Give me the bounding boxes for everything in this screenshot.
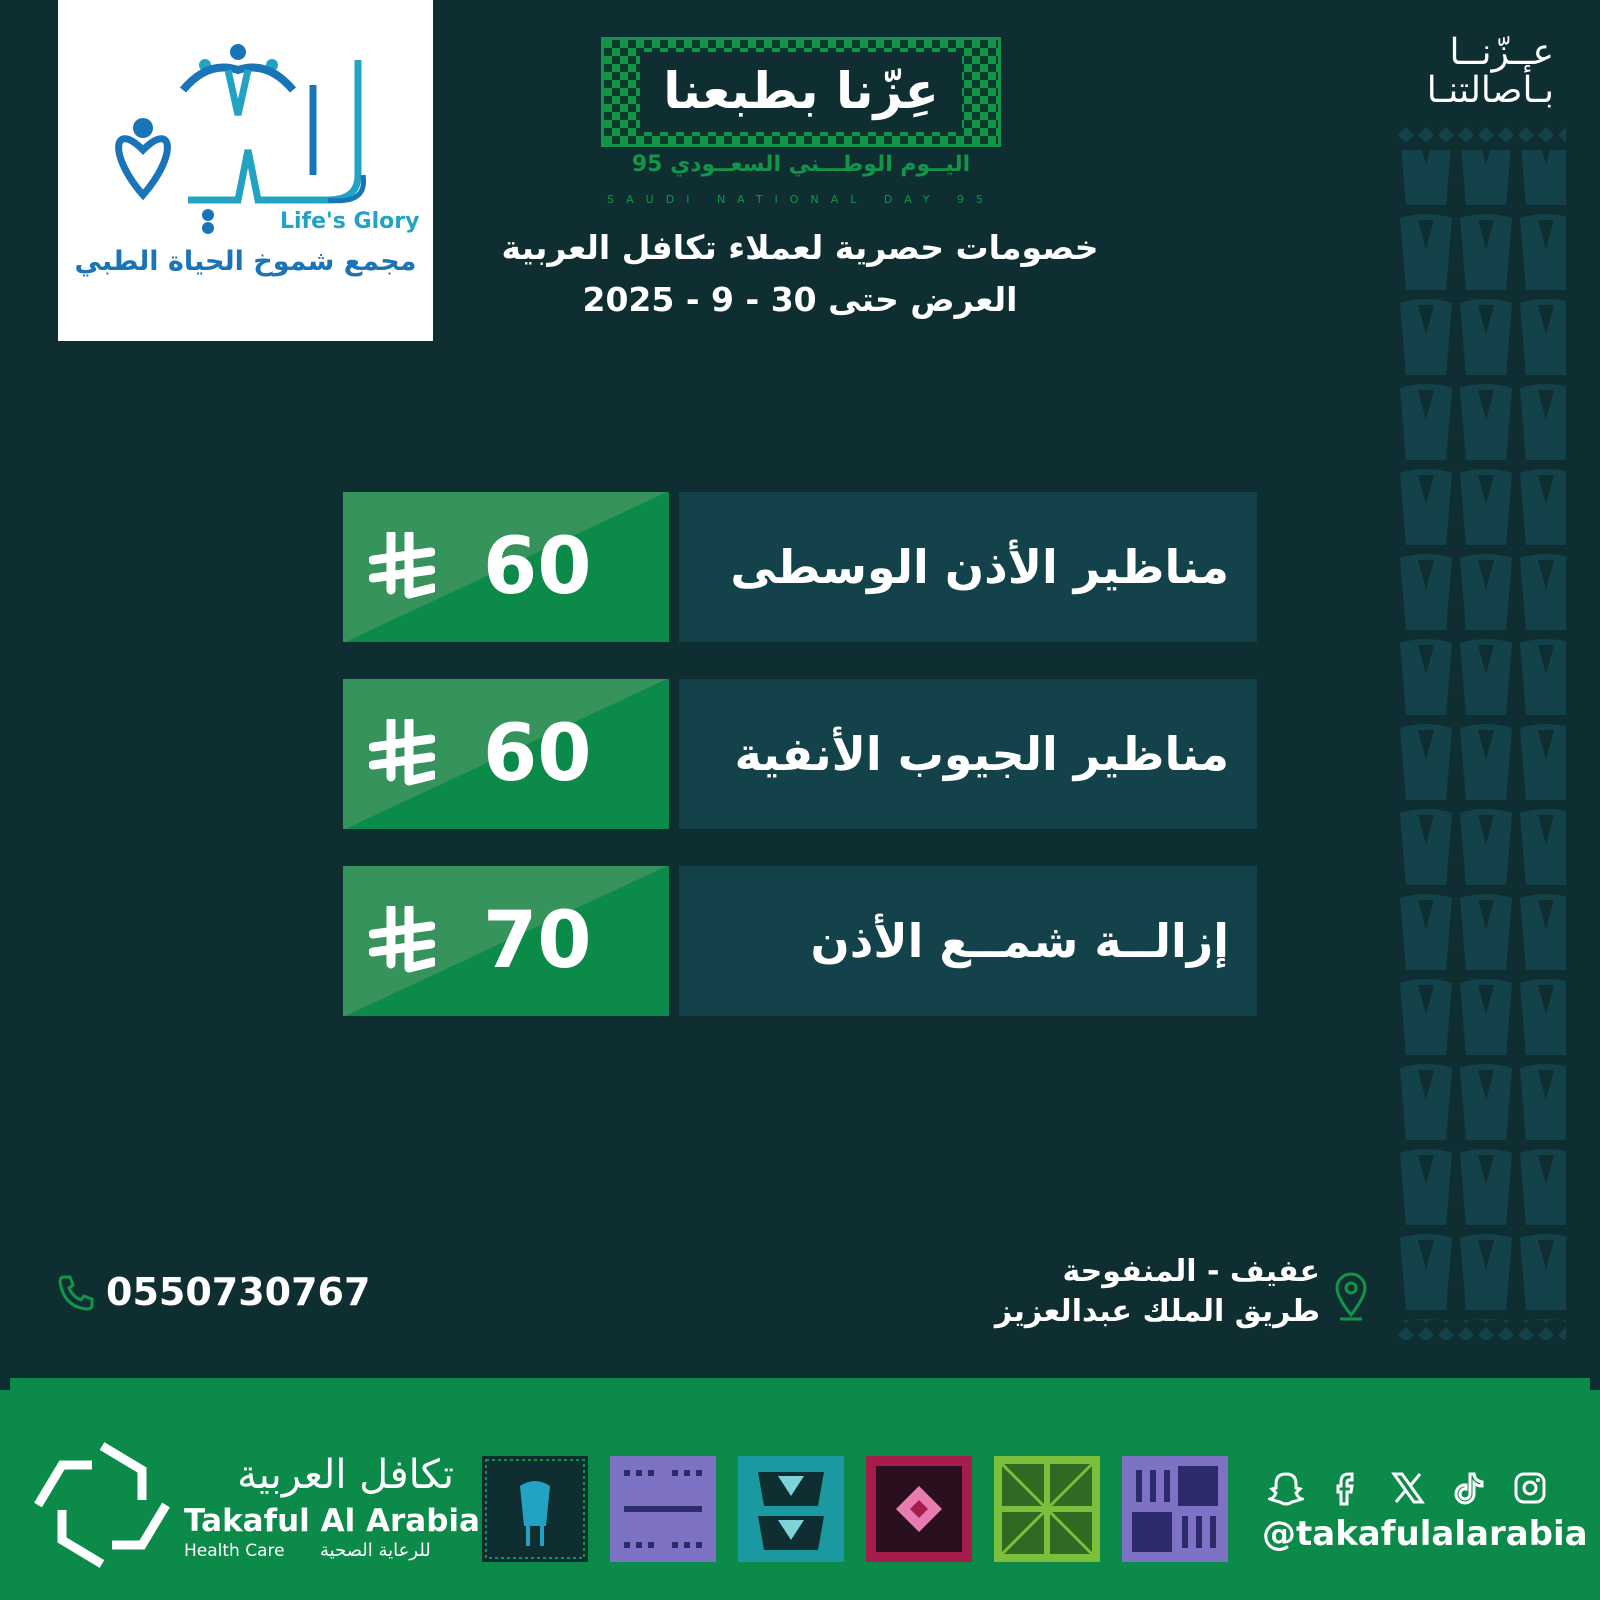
service-name: مناظير الأذن الوسطى — [730, 540, 1229, 594]
location-pin-icon — [1334, 1271, 1368, 1321]
service-name: مناظير الجيوب الأنفية — [734, 727, 1229, 781]
snapchat-icon[interactable] — [1266, 1468, 1306, 1508]
pattern-tile — [610, 1456, 716, 1562]
pattern-tile — [1122, 1456, 1228, 1562]
sadu-pattern-column — [1396, 125, 1566, 1345]
social-handle[interactable]: @takafulalarabia — [1262, 1514, 1588, 1554]
riyal-icon — [369, 719, 435, 789]
pattern-tile — [994, 1456, 1100, 1562]
clinic-logo — [58, 0, 433, 341]
brand-name-ar: تكافل العربية — [237, 1452, 454, 1498]
offer-title: خصومات حصرية لعملاء تكافل العربية — [501, 228, 1099, 267]
address-line1: عفيف - المنفوحة — [1062, 1254, 1320, 1289]
riyal-icon — [369, 906, 435, 976]
national-day-badge — [601, 37, 1001, 147]
takaful-logo-icon — [32, 1440, 172, 1570]
service-label-box — [679, 679, 1257, 829]
phone-icon — [56, 1273, 96, 1313]
phone-number[interactable]: 0550730767 — [106, 1270, 371, 1314]
tagline-line2: بـأصالتنـا — [1426, 70, 1554, 111]
national-day-title: عِزّنا بطبعنا — [663, 62, 939, 120]
price-value: 60 — [483, 709, 592, 799]
service-label-box — [679, 866, 1257, 1016]
tiktok-icon[interactable] — [1450, 1468, 1490, 1508]
facebook-icon[interactable] — [1328, 1468, 1368, 1508]
brand-health-care-en: Health Care — [184, 1541, 285, 1561]
price-value: 60 — [483, 522, 592, 612]
national-day-subtitle: اليــوم الوطـــني السعــودي 95 — [631, 152, 971, 177]
address-line2: طريق الملك عبدالعزيز — [994, 1294, 1320, 1329]
riyal-icon — [369, 532, 435, 602]
service-name: إزالــة شمــع الأذن — [810, 914, 1229, 968]
national-day-english: SAUDI NATIONAL DAY 95 — [606, 193, 996, 206]
brand-name-en: Takaful Al Arabia — [184, 1503, 480, 1539]
service-label-box — [679, 492, 1257, 642]
price-box — [343, 492, 669, 642]
tagline-line1: عــزّنــا — [1449, 32, 1554, 73]
pattern-tile — [482, 1456, 588, 1562]
price-value: 70 — [483, 896, 592, 986]
price-box — [343, 866, 669, 1016]
pattern-tile — [866, 1456, 972, 1562]
instagram-icon[interactable] — [1510, 1468, 1550, 1508]
brand-health-care-ar: للرعاية الصحية — [320, 1540, 431, 1561]
price-box — [343, 679, 669, 829]
x-icon[interactable] — [1388, 1468, 1428, 1508]
tagline — [1384, 34, 1554, 110]
clinic-name-en: Life's Glory — [280, 209, 420, 234]
offer-date: العرض حتى 30 - 9 - 2025 — [582, 280, 1018, 319]
pattern-tile — [738, 1456, 844, 1562]
clinic-name-ar: مجمع شموخ الحياة الطبي — [74, 246, 417, 277]
